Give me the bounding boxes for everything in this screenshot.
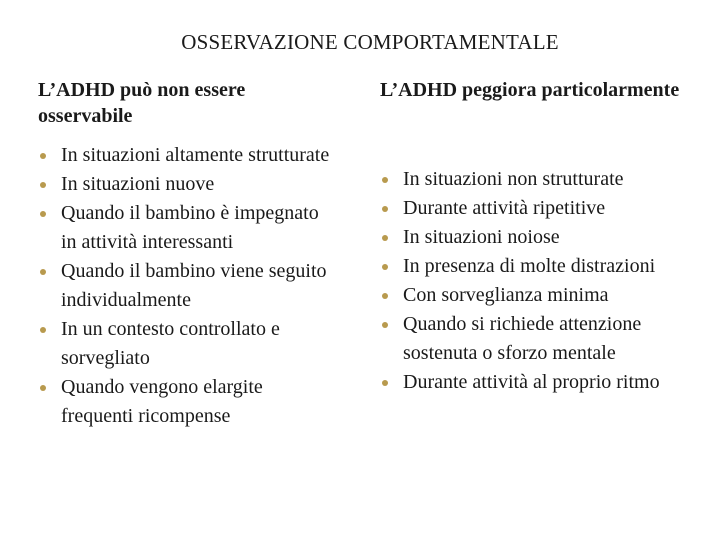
list-item-text: In situazioni noiose <box>403 226 560 248</box>
bullet-dot-icon <box>382 206 388 212</box>
list-item-text: In situazioni non strutturate <box>403 168 624 190</box>
list-item <box>38 170 338 199</box>
bullet-dot-icon <box>382 322 388 328</box>
list-item <box>380 165 700 194</box>
list-item-text: In un contesto controllato e sorvegliato <box>61 318 280 369</box>
list-item-text: In presenza di molte distrazioni <box>403 255 656 277</box>
bullet-dot-icon <box>40 269 46 275</box>
list-item <box>380 223 700 252</box>
list-item <box>38 257 338 315</box>
list-item-text: Con sorveglianza minima <box>403 284 609 306</box>
list-item <box>380 368 700 397</box>
list-item <box>380 310 700 368</box>
right-bullet-list <box>380 165 700 397</box>
left-column-heading: L’ADHD può non essere osservabile <box>38 79 246 127</box>
bullet-dot-icon <box>40 211 46 217</box>
right-column-heading: L’ADHD peggiora particolarmente <box>380 79 680 101</box>
bullet-dot-icon <box>382 264 388 270</box>
bullet-dot-icon <box>40 182 46 188</box>
bullet-dot-icon <box>40 153 46 159</box>
bullet-dot-icon <box>382 293 388 299</box>
bullet-dot-icon <box>382 380 388 386</box>
list-item-text: Quando vengono elargite frequenti ricompense <box>61 376 263 427</box>
list-item <box>38 141 338 170</box>
bullet-dot-icon <box>40 385 46 391</box>
bullet-dot-icon <box>40 327 46 333</box>
list-item <box>380 194 700 223</box>
list-item-text: In situazioni nuove <box>61 173 215 195</box>
list-item <box>38 315 338 373</box>
list-item <box>380 281 700 310</box>
left-bullet-list <box>38 141 338 431</box>
list-item <box>38 373 338 431</box>
slide-title: OSSERVAZIONE COMPORTAMENTALE <box>181 30 559 54</box>
list-item-text: In situazioni altamente strutturate <box>61 144 330 166</box>
bullet-dot-icon <box>382 177 388 183</box>
list-item <box>38 199 338 257</box>
list-item <box>380 252 700 281</box>
list-item-text: Quando il bambino è impegnato in attività interessanti <box>61 202 319 253</box>
list-item-text: Quando si richiede attenzione sostenuta o sforzo mentale <box>403 313 642 364</box>
bullet-dot-icon <box>382 235 388 241</box>
list-item-text: Durante attività ripetitive <box>403 197 606 219</box>
list-item-text: Durante attività al proprio ritmo <box>403 371 660 393</box>
list-item-text: Quando il bambino viene seguito individualmente <box>61 260 327 311</box>
